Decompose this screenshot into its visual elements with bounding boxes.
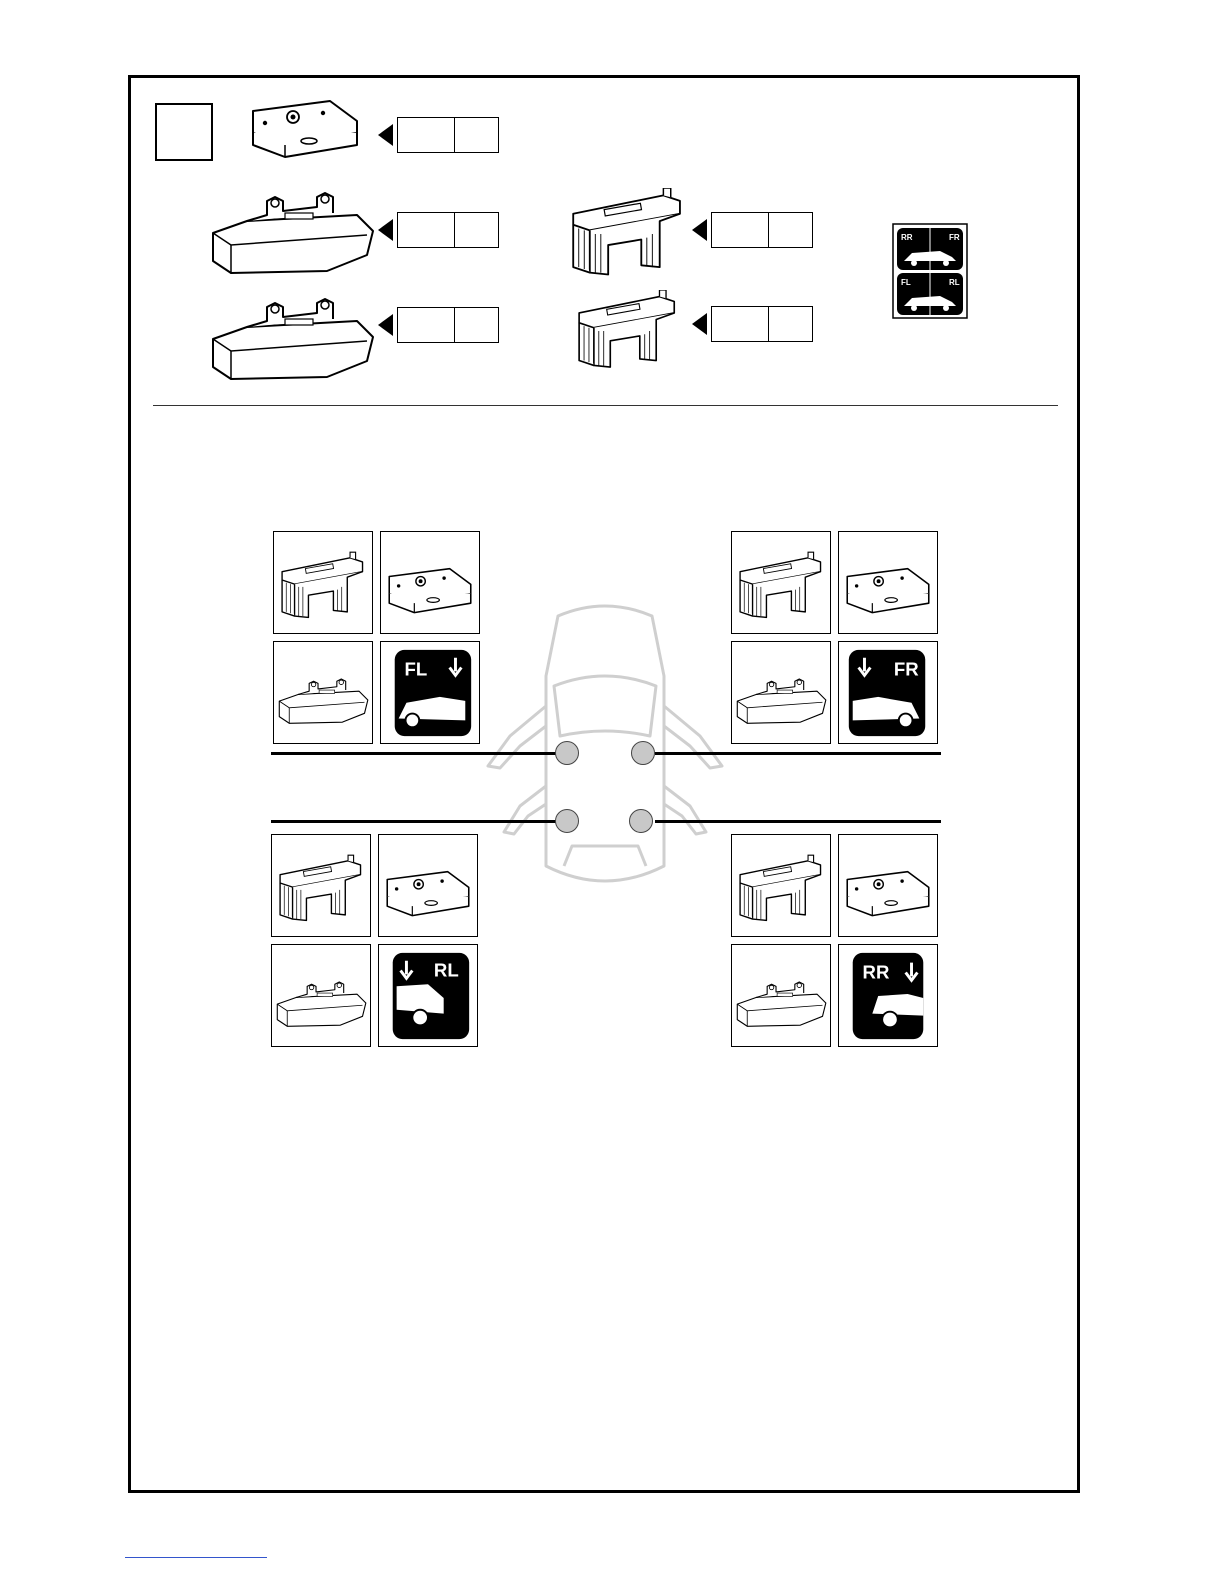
quantity-box-clamp-block — [692, 212, 813, 248]
fl-foot-pad-tile — [273, 641, 373, 744]
mount-point-rear-right — [629, 809, 653, 833]
rl-label: RL — [433, 959, 459, 981]
pointer-arrow-icon — [692, 219, 707, 241]
foot-pad-large-icon — [207, 186, 377, 286]
quantity-box-foot-pad-large — [378, 212, 499, 248]
mount-point-front-right — [631, 741, 655, 765]
front-right-leader-line — [655, 752, 941, 755]
position-sticker-icon — [892, 223, 968, 319]
quantity-box-clamp-block-alt — [692, 306, 813, 342]
pointer-arrow-icon — [378, 219, 393, 241]
fr-foot-pad-tile — [731, 641, 831, 744]
fl-label: FL — [404, 658, 428, 680]
fl-clamp-tile — [273, 531, 373, 634]
rl-foot-pad-tile — [271, 944, 371, 1047]
bracket-plate-icon — [245, 92, 365, 164]
rl-bracket-tile — [378, 834, 478, 937]
rl-clamp-tile — [271, 834, 371, 937]
foot-pad-small-icon — [207, 292, 377, 392]
fr-clamp-tile — [731, 531, 831, 634]
rr-bracket-tile — [838, 834, 938, 937]
rr-clamp-tile — [731, 834, 831, 937]
sticker-label-rr: RR — [901, 233, 913, 242]
footer-link-underline — [125, 1557, 267, 1558]
quantity-box-foot-pad-small — [378, 307, 499, 343]
rear-right-leader-line — [655, 820, 941, 823]
fl-position-label-tile — [380, 641, 480, 744]
rr-label: RR — [862, 961, 890, 983]
clamp-block-icon — [565, 188, 690, 280]
sticker-label-fl: FL — [901, 278, 911, 287]
pointer-arrow-icon — [692, 313, 707, 335]
step-number-box — [155, 103, 213, 161]
mount-point-rear-left — [555, 809, 579, 833]
rr-foot-pad-tile — [731, 944, 831, 1047]
pointer-arrow-icon — [378, 314, 393, 336]
pointer-arrow-icon — [378, 124, 393, 146]
mount-point-front-left — [555, 741, 579, 765]
rear-left-leader-line — [271, 820, 557, 823]
clamp-block-icon — [565, 290, 690, 372]
rr-position-label-tile — [838, 944, 938, 1047]
fl-bracket-tile — [380, 531, 480, 634]
sticker-label-fr: FR — [949, 233, 960, 242]
quantity-box-bracket — [378, 117, 499, 153]
fr-label: FR — [893, 658, 919, 680]
fr-position-label-tile — [838, 641, 938, 744]
sticker-label-rl: RL — [949, 278, 960, 287]
front-left-leader-line — [271, 752, 557, 755]
rl-position-label-tile — [378, 944, 478, 1047]
fr-bracket-tile — [838, 531, 938, 634]
section-divider — [153, 405, 1058, 406]
car-topview-icon — [480, 596, 730, 896]
